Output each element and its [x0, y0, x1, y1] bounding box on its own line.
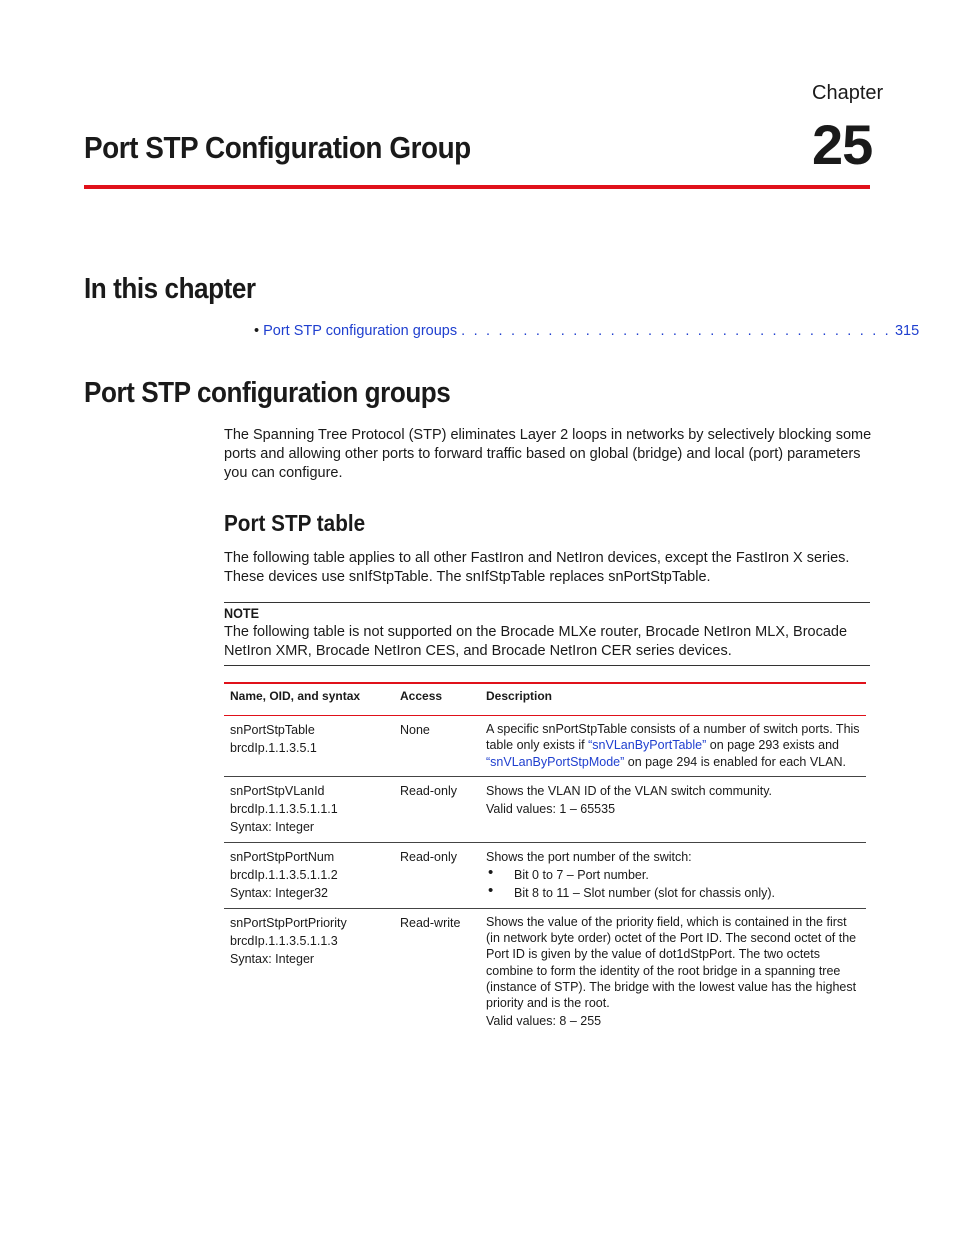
- table-header-row: [224, 683, 866, 716]
- note-text: The following table is not supported on the Brocade MLXe router, Brocade NetIron MLX, Brocade NetIron XMR, Brocade NetIron CES, and Brocade NetIron CER series devices.: [224, 624, 848, 659]
- chapter-number: 25: [812, 113, 873, 176]
- column-header-description: Description: [480, 683, 866, 716]
- valid-values: Valid values: 1 – 65535: [486, 801, 616, 816]
- note-top-rule: [224, 602, 870, 603]
- object-syntax: Syntax: Integer: [230, 951, 315, 966]
- object-oid: brcdIp.1.1.3.5.1: [230, 741, 317, 755]
- section-heading: Port STP configuration groups: [84, 377, 451, 409]
- chapter-title: Port STP Configuration Group: [84, 130, 471, 165]
- section-intro: The Spanning Tree Protocol (STP) eliminates Layer 2 loops in networks by selectively blocking some ports and allowing other ports to forward traffic based on global (bridge) and local (port) parameters you can configure.: [224, 427, 872, 481]
- object-name: snPortStpVLanId: [230, 783, 325, 798]
- description-text: Shows the port number of the switch:: [486, 849, 692, 864]
- toc-bullet: •: [254, 323, 260, 339]
- table-row: [224, 716, 866, 777]
- description-cell: [480, 842, 866, 908]
- access-cell: None: [394, 716, 480, 777]
- table-row: [224, 908, 866, 1035]
- object-name-cell: [224, 776, 394, 842]
- access-cell: Read-only: [394, 776, 480, 842]
- bullet-item: • Bit 0 to 7 – Port number.: [486, 866, 860, 884]
- valid-values: Valid values: 8 – 255: [486, 1013, 602, 1028]
- object-name-cell: [224, 908, 394, 1035]
- description-text: Shows the VLAN ID of the VLAN switch community.: [486, 783, 772, 798]
- subsection-heading: Port STP table: [224, 510, 366, 536]
- table-row: [224, 776, 866, 842]
- object-name: snPortStpTable: [230, 723, 315, 737]
- chapter-label: Chapter: [812, 82, 884, 104]
- note-bottom-rule: [224, 665, 870, 666]
- description-cell: [480, 776, 866, 842]
- description-cell: [480, 908, 866, 1035]
- object-oid: brcdIp.1.1.3.5.1.1.3: [230, 933, 338, 948]
- object-name: snPortStpPortPriority: [230, 915, 347, 930]
- description-text: Shows the value of the priority field, which is contained in the first (in network byte order) octet of the Port ID. The second octet of the Port ID is given by the value of dot1dStpPort. The two octets combine to form the identity of the root bridge in a spanning tree (instance of STP). The bridge with the lowest value has the highest priority and is the root.: [486, 914, 857, 1011]
- toc-entry[interactable]: [254, 323, 919, 339]
- object-oid: brcdIp.1.1.3.5.1.1.2: [230, 867, 338, 882]
- object-syntax: Syntax: Integer32: [230, 885, 328, 900]
- port-stp-table: [224, 682, 866, 1035]
- description-cell: [480, 716, 866, 777]
- description-text: A specific snPortStpTable consists of a number of switch ports. This table only exists if: [486, 722, 860, 753]
- bullet-item: • Bit 8 to 11 – Slot number (slot for chassis only).: [486, 884, 860, 902]
- toc-leader-dots: . . . . . . . . . . . . . . . . . . . . . . . . . . . . . . . . . . .: [461, 323, 891, 339]
- access-cell: Read-write: [400, 915, 461, 930]
- note-label: NOTE: [224, 605, 260, 621]
- column-header-name: Name, OID, and syntax: [224, 683, 394, 716]
- description-text: on page 293 exists and: [706, 738, 840, 753]
- table-row: [224, 842, 866, 908]
- in-this-chapter-heading: In this chapter: [84, 273, 256, 305]
- xref-snvlanbyportstpmode-link[interactable]: “snVLanByPortStpMode”: [486, 754, 625, 769]
- object-name-cell: [224, 716, 394, 777]
- toc-page-number[interactable]: 315: [894, 323, 920, 339]
- column-header-access: Access: [394, 683, 480, 716]
- subsection-text: The following table applies to all other FastIron and NetIron devices, except the FastIron X series. These devices use snIfStpTable. The snIfStpTable replaces snPortStpTable.: [224, 550, 850, 585]
- object-name: snPortStpPortNum: [230, 849, 335, 864]
- object-syntax: Syntax: Integer: [230, 819, 315, 834]
- xref-snvlanbyporttable-link[interactable]: “snVLanByPortTable”: [588, 738, 707, 753]
- access-cell: Read-only: [394, 842, 480, 908]
- chapter-title-rule: [84, 185, 870, 189]
- object-oid: brcdIp.1.1.3.5.1.1.1: [230, 801, 338, 816]
- toc-link-port-stp-configuration-groups[interactable]: Port STP configuration groups: [263, 323, 458, 339]
- object-name-cell: [224, 842, 394, 908]
- description-text: on page 294 is enabled for each VLAN.: [624, 754, 846, 769]
